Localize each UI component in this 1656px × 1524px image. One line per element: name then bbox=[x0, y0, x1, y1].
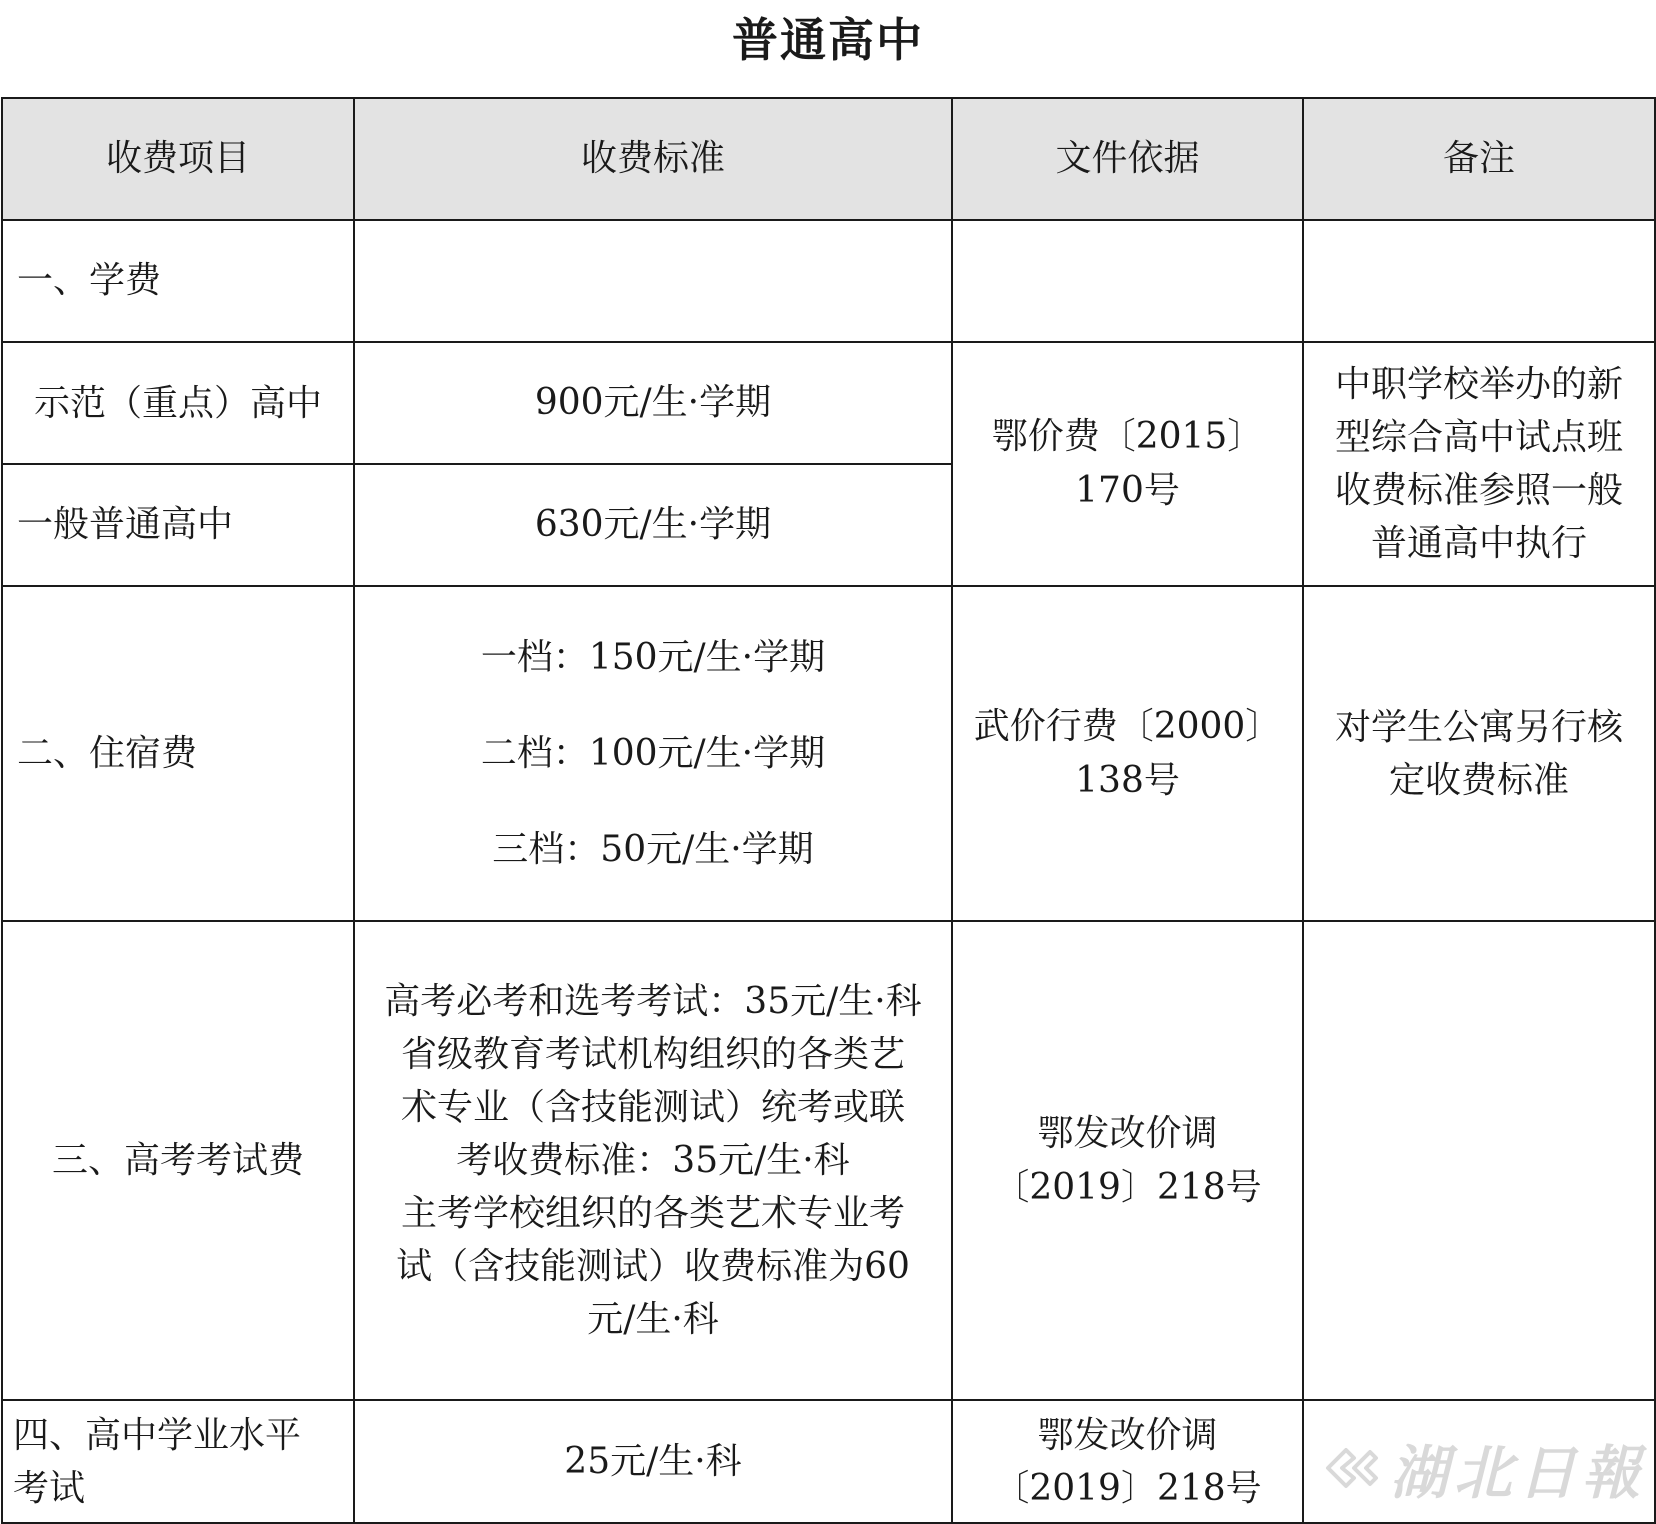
general-high-school-item: 一般普通高中 bbox=[2, 464, 354, 586]
accommodation-basis bbox=[952, 586, 1303, 921]
table-row-tuition-section bbox=[2, 220, 1655, 342]
page-title: 普通高中 bbox=[732, 13, 924, 67]
key-high-school-item: 示范（重点）高中 bbox=[2, 342, 354, 464]
gaokao-standard-line: 考收费标准：35元/生·科 bbox=[456, 1140, 850, 1181]
proficiency-item-line: 考试 bbox=[13, 1467, 86, 1509]
gaokao-standard-line: 高考必考和选考考试：35元/生·科 bbox=[384, 981, 922, 1022]
gaokao-standard-line: 元/生·科 bbox=[587, 1299, 719, 1340]
accommodation-note-line: 定收费标准 bbox=[1388, 759, 1569, 801]
tuition-basis bbox=[952, 342, 1303, 586]
proficiency-basis-line: 鄂发改价调 bbox=[1037, 1414, 1218, 1456]
header-fee-item: 收费项目 bbox=[2, 98, 354, 220]
newspaper-logo-icon bbox=[1324, 1446, 1380, 1490]
table-row-gaokao-exam bbox=[2, 921, 1655, 1400]
tuition-note-line: 收费标准参照一般 bbox=[1334, 470, 1623, 511]
header-fee-standard: 收费标准 bbox=[354, 98, 952, 220]
gaokao-exam-standard bbox=[354, 921, 952, 1400]
tuition-note bbox=[1303, 342, 1655, 586]
fee-table bbox=[1, 97, 1656, 1524]
table-row-accommodation bbox=[2, 586, 1655, 921]
watermark-text: 湖北日報 bbox=[1389, 1439, 1646, 1507]
accommodation-standard bbox=[354, 586, 952, 921]
proficiency-exam-item bbox=[2, 1400, 354, 1523]
accommodation-basis-line: 武价行费〔2000〕 bbox=[973, 705, 1282, 747]
accommodation-item: 二、住宿费 bbox=[2, 586, 354, 921]
empty-cell bbox=[1303, 220, 1655, 342]
gaokao-basis-line: 鄂发改价调 bbox=[1037, 1112, 1218, 1154]
gaokao-standard-line: 省级教育考试机构组织的各类艺 bbox=[400, 1034, 905, 1075]
accommodation-tier-1: 一档：150元/生·学期 bbox=[480, 636, 826, 678]
proficiency-item-line: 四、高中学业水平 bbox=[13, 1414, 302, 1456]
accommodation-tier-3: 三档：50元/生·学期 bbox=[492, 828, 814, 870]
tuition-basis-line: 170号 bbox=[1075, 470, 1180, 511]
empty-cell bbox=[354, 220, 952, 342]
gaokao-exam-note bbox=[1303, 921, 1655, 1400]
header-document-basis: 文件依据 bbox=[952, 98, 1303, 220]
gaokao-standard-line: 主考学校组织的各类艺术专业考 bbox=[400, 1193, 905, 1234]
tuition-note-line: 型综合高中试点班 bbox=[1334, 417, 1623, 458]
key-high-school-standard: 900元/生·学期 bbox=[354, 342, 952, 464]
proficiency-exam-basis bbox=[952, 1400, 1303, 1523]
tuition-note-line: 普通高中执行 bbox=[1370, 523, 1587, 564]
gaokao-exam-item: 三、高考考试费 bbox=[2, 921, 354, 1400]
gaokao-exam-basis bbox=[952, 921, 1303, 1400]
table-row-key-high-school bbox=[2, 342, 1655, 464]
header-remarks: 备注 bbox=[1303, 98, 1655, 220]
accommodation-note-line: 对学生公寓另行核 bbox=[1334, 706, 1623, 748]
tuition-note-line: 中职学校举办的新 bbox=[1334, 364, 1623, 405]
newspaper-watermark bbox=[1324, 1426, 1646, 1510]
proficiency-exam-standard: 25元/生·科 bbox=[354, 1400, 952, 1523]
accommodation-tier-2: 二档：100元/生·学期 bbox=[480, 732, 826, 774]
general-high-school-standard: 630元/生·学期 bbox=[354, 464, 952, 586]
tuition-basis-line: 鄂价费〔2015〕 bbox=[991, 416, 1264, 457]
proficiency-basis-line: 〔2019〕218号 bbox=[993, 1467, 1262, 1509]
accommodation-note bbox=[1303, 586, 1655, 921]
gaokao-standard-line: 术专业（含技能测试）统考或联 bbox=[400, 1087, 905, 1128]
gaokao-standard-line: 试（含技能测试）收费标准为60 bbox=[396, 1246, 910, 1287]
tuition-section-label: 一、学费 bbox=[2, 220, 354, 342]
accommodation-basis-line: 138号 bbox=[1075, 759, 1180, 801]
gaokao-basis-line: 〔2019〕218号 bbox=[993, 1166, 1262, 1208]
table-header-row bbox=[2, 98, 1655, 220]
empty-cell bbox=[952, 220, 1303, 342]
